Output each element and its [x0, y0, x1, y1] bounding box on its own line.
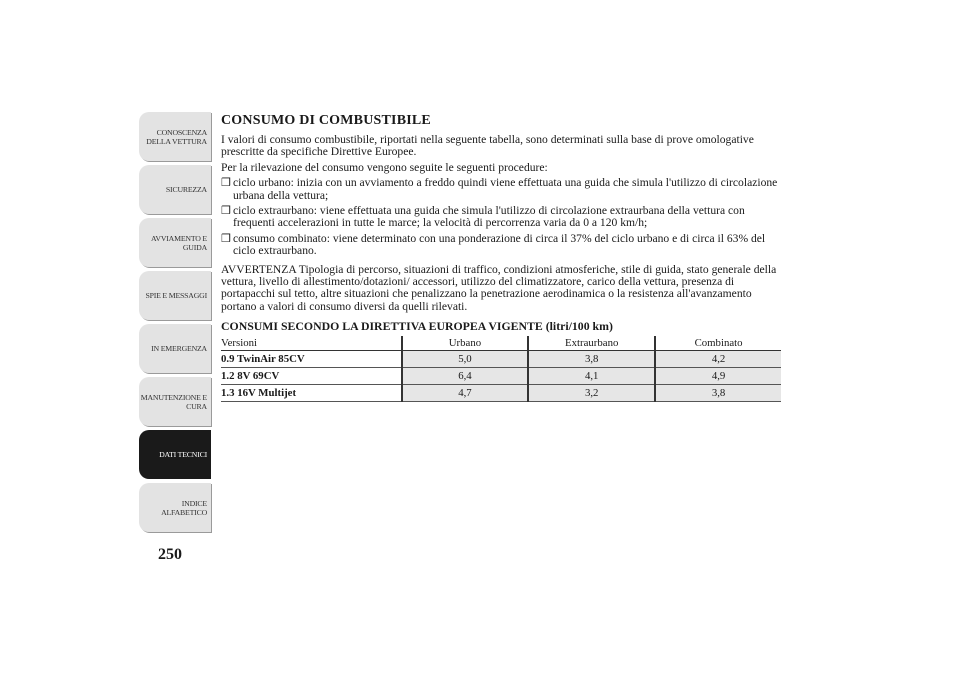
table-row [221, 351, 781, 368]
tab-avviamento-e-guida[interactable]: AVVIAMENTO E GUIDA [139, 218, 211, 267]
value-cell: 4,7 [402, 385, 529, 402]
value-cell: 4,2 [655, 351, 781, 368]
page-number: 250 [158, 546, 182, 563]
list-item: ❒ consumo combinato: viene determinato con una ponderazione di circa il 37% del ciclo urbano e di circa il 63% del ciclo extraurbano. [221, 231, 766, 258]
value-cell: 3,8 [528, 351, 655, 368]
tab-sicurezza[interactable]: SICUREZZA [139, 165, 211, 214]
checkbox-bullet-icon: ❒ [221, 232, 231, 245]
version-cell: 0.9 TwinAir 85CV [221, 351, 402, 368]
checkbox-bullet-icon: ❒ [221, 205, 231, 218]
tab-conoscenza-della-vettura[interactable]: CONOSCENZA DELLA VETTURA [139, 112, 211, 161]
table-title: CONSUMI SECONDO LA DIRETTIVA EUROPEA VIGENTE (litri/100 km) [221, 319, 613, 334]
consumption-table [221, 336, 781, 402]
value-cell: 5,0 [402, 351, 529, 368]
table-row [221, 385, 781, 402]
value-cell: 6,4 [402, 368, 529, 385]
tab-spie-e-messaggi[interactable]: SPIE E MESSAGGI [139, 271, 211, 320]
tab-in-emergenza[interactable]: IN EMERGENZA [139, 324, 211, 373]
tab-dati-tecnici[interactable]: DATI TECNICI [139, 430, 211, 479]
tab-manutenzione-e-cura[interactable]: MANUTENZIONE E CURA [139, 377, 211, 426]
list-item: ❒ ciclo urbano: inizia con un avviamento a freddo quindi viene effettuata una guida che simula l'utilizzo di circolazione urbana della vettura; [221, 176, 778, 202]
column-header: Versioni [221, 336, 402, 351]
checkbox-bullet-icon: ❒ [221, 177, 231, 190]
section-title: CONSUMO DI COMBUSTIBILE [221, 113, 431, 128]
table-row [221, 368, 781, 385]
version-cell: 1.3 16V Multijet [221, 385, 402, 402]
procedures-intro: Per la rilevazione del consumo vengono seguite le seguenti procedure: [221, 160, 548, 174]
value-cell: 3,2 [528, 385, 655, 402]
chapter-tabs [139, 112, 211, 536]
column-header: Extraurbano [528, 336, 655, 351]
value-cell: 3,8 [655, 385, 781, 402]
intro-paragraph: I valori di consumo combustibile, riportati nella seguente tabella, sono determinati sulla base di prove omologative prescritte da specifiche Direttive Europee. [221, 133, 754, 159]
tab-indice-alfabetico[interactable]: INDICE ALFABETICO [139, 483, 211, 532]
list-item: ❒ ciclo extraurbano: viene effettuata una guida che simula l'utilizzo di circolazione extraurbana della vettura con frequenti accelerazioni in tutte le marce; la velocità di percorrenza varia da 0 a 120 km/h; [221, 204, 745, 230]
column-header: Urbano [402, 336, 529, 351]
version-cell: 1.2 8V 69CV [221, 368, 402, 385]
value-cell: 4,1 [528, 368, 655, 385]
main-content [221, 113, 781, 402]
warning-paragraph: AVVERTENZA Tipologia di percorso, situazioni di traffico, condizioni atmosferiche, stile di guida, stato generale della vettura, livello di allestimento/dotazioni/ accessori, utilizzo del climatizzatore, carico della vettura, presenza di portapacchi sul tetto, altre situazioni che penalizzano la penetrazione aerodinamica o la resistenza all'avanzamento portano a valori di consumo diversi da quelli rilevati. [221, 262, 777, 313]
column-header: Combinato [655, 336, 781, 351]
value-cell: 4,9 [655, 368, 781, 385]
table-header-row [221, 336, 781, 351]
